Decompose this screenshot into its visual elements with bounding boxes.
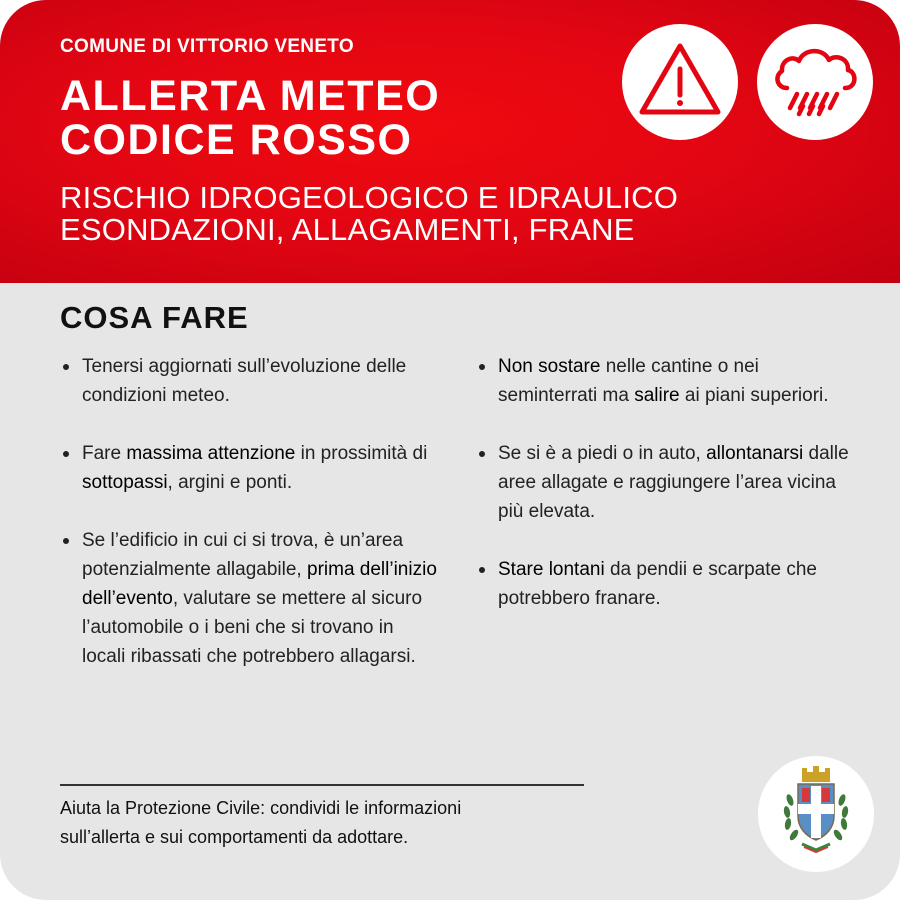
municipal-coat-of-arms-icon <box>758 756 874 872</box>
risk-description <box>60 182 678 246</box>
alert-title <box>60 74 440 162</box>
highlighted-text: Non sostare <box>498 356 601 377</box>
instruction-text: , argini e ponti. <box>167 472 293 493</box>
footer-divider <box>60 784 584 786</box>
instruction-item <box>60 352 440 410</box>
instruction-text: in prossimità di <box>295 443 428 464</box>
alert-title-line2: CODICE ROSSO <box>60 116 413 164</box>
instruction-text: Se l’edificio in cui ci si trova, è un’area potenzialmente allagabile, <box>82 530 404 580</box>
highlighted-text: sottopassi <box>82 472 168 493</box>
instruction-item <box>60 439 440 497</box>
instruction-text: Tenersi aggiornati sull’evoluzione delle condizioni meteo. <box>82 356 407 406</box>
instruction-text: nelle cantine o nei seminterrati ma <box>498 356 759 406</box>
highlighted-text: massima attenzione <box>126 443 296 464</box>
footer-message <box>60 794 620 852</box>
instruction-item <box>476 439 856 526</box>
alert-title-line1: ALLERTA METEO <box>60 72 441 120</box>
footer-line2: sull’allerta e sui comportamenti da adottare. <box>60 827 409 847</box>
instruction-item <box>60 526 440 671</box>
highlighted-text: allontanarsi <box>706 443 804 464</box>
heavy-rain-cloud-icon <box>757 24 873 140</box>
highlighted-text: salire <box>634 385 680 406</box>
warning-triangle-icon <box>622 24 738 140</box>
instruction-item <box>476 352 856 410</box>
instruction-text: ai piani superiori. <box>679 385 829 406</box>
instruction-text: Se si è a piedi o in auto, <box>498 443 707 464</box>
highlighted-text: prima dell’inizio dell’evento <box>82 559 437 609</box>
instruction-text: dalle aree allagate e raggiungere l’area vicina più elevata. <box>498 443 849 522</box>
instruction-text: da pendii e scarpate che potrebbero franare. <box>498 559 817 609</box>
risk-line2: ESONDAZIONI, ALLAGAMENTI, FRANE <box>60 212 635 247</box>
instructions-left-column <box>60 352 440 700</box>
instruction-text: Fare <box>82 443 127 464</box>
highlighted-text: Stare lontani <box>498 559 605 580</box>
section-title: COSA FARE <box>60 300 249 335</box>
alert-header <box>0 0 900 283</box>
organization-name: COMUNE DI VITTORIO VENETO <box>60 36 354 57</box>
footer-line1: Aiuta la Protezione Civile: condividi le informazioni <box>60 798 462 818</box>
instruction-text: , valutare se mettere al sicuro l’automobile o i beni che si trovano in locali ribassati che potrebbero allagarsi. <box>82 588 423 667</box>
instruction-item <box>476 555 856 613</box>
instructions-right-column <box>476 352 856 642</box>
risk-line1: RISCHIO IDROGEOLOGICO E IDRAULICO <box>60 180 679 215</box>
